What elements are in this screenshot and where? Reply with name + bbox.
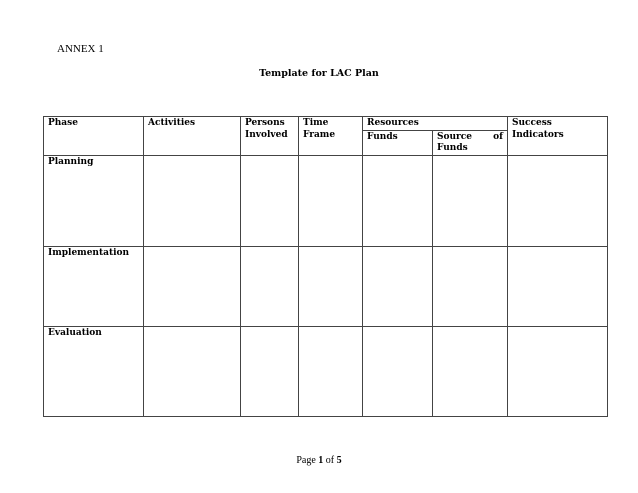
cell-indicators	[508, 326, 608, 416]
cell-source	[433, 155, 508, 246]
cell-activities	[144, 326, 241, 416]
header-row	[44, 117, 608, 131]
cell-funds	[363, 326, 433, 416]
annex-label: ANNEX 1	[57, 43, 104, 55]
cell-indicators	[508, 155, 608, 246]
cell-persons	[241, 246, 299, 326]
header-source-of-funds	[433, 130, 508, 155]
cell-persons	[241, 326, 299, 416]
header-time-frame: Time Frame	[299, 117, 363, 156]
cell-indicators	[508, 246, 608, 326]
of-word: of	[325, 455, 335, 466]
cell-time-frame	[299, 326, 363, 416]
lac-plan-table	[43, 116, 608, 417]
source-word: Source	[437, 131, 472, 142]
current-page-number: 1	[318, 455, 324, 466]
table-row-planning	[44, 155, 608, 246]
header-phase: Phase	[44, 117, 144, 156]
header-persons-involved: Persons Involved	[241, 117, 299, 156]
table-row-evaluation	[44, 326, 608, 416]
page-title: Template for LAC Plan	[259, 68, 379, 79]
cell-activities	[144, 155, 241, 246]
funds-word: Funds	[437, 143, 468, 153]
cell-time-frame	[299, 246, 363, 326]
phase-planning: Planning	[44, 155, 144, 246]
cell-source	[433, 246, 508, 326]
phase-implementation: Implementation	[44, 246, 144, 326]
cell-source	[433, 326, 508, 416]
page-footer	[0, 455, 638, 466]
cell-activities	[144, 246, 241, 326]
cell-funds	[363, 155, 433, 246]
of-word: of	[493, 131, 503, 142]
header-resources: Resources	[363, 117, 508, 131]
table-row-implementation	[44, 246, 608, 326]
header-success-indicators: Success Indicators	[508, 117, 608, 156]
header-funds: Funds	[363, 130, 433, 155]
page-word: Page	[296, 455, 316, 466]
cell-persons	[241, 155, 299, 246]
cell-funds	[363, 246, 433, 326]
cell-time-frame	[299, 155, 363, 246]
phase-evaluation: Evaluation	[44, 326, 144, 416]
total-pages-number: 5	[336, 455, 342, 466]
header-activities: Activities	[144, 117, 241, 156]
